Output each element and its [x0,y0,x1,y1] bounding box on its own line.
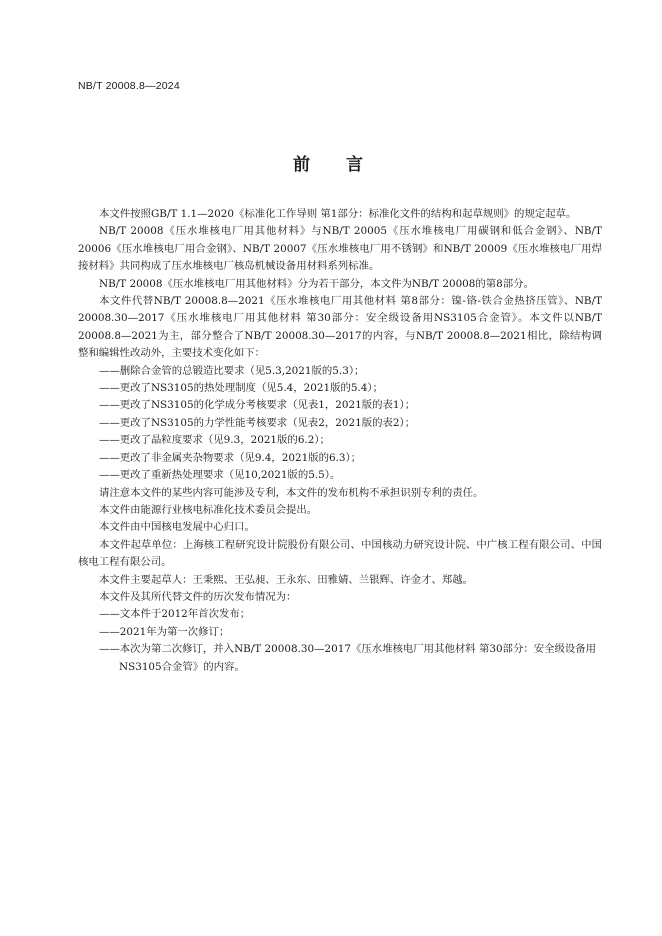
change-item: ——更改了NS3105的力学性能考核要求（见表2，2021版的表2）； [99,416,416,429]
change-item: ——更改了晶粒度要求（见9.3，2021版的6.2）； [99,434,330,447]
paragraph-drafting-rules: 本文件按照GB/T 1.1—2020《标准化工作导则 第1部分：标准化文件的结构和起草规则》的规定起草。 [99,208,577,220]
change-item: ——更改了NS3105的热处理制度（见5.4，2021版的5.4）； [99,382,383,395]
change-item: ——更改了NS3105的化学成分考核要求（见表1，2021版的表1）； [99,399,416,412]
change-item: ——删除合金管的总锻造比要求（见5.3,2021版的5.3）； [99,364,365,377]
document-body [78,206,602,676]
paragraph-series-standards: NB/T 20008《压水堆核电厂用其他材料》与NB/T 20005《压水堆核电厂用碳钢和低合金钢》、NB/T 20006《压水堆核电厂用合金钢》、NB/T 20007《压水堆核电厂用不锈钢》和NB/T 20009《压水堆核电厂用焊接材料》共同构成了压水堆核电厂核岛机械设备用材料系列标准。 [78,225,602,273]
page-title: 前言 [293,155,399,175]
standard-code: NB/T 20008.8—2024 [78,80,180,92]
centralized-notice: 本文件由中国核电发展中心归口。 [99,521,255,534]
patent-notice: 请注意本文件的某些内容可能涉及专利，本文件的发布机构不承担识别专利的责任。 [99,486,484,499]
change-item: ——更改了重新热处理要求（见10,2021版的5.5）。 [99,469,341,482]
history-intro: 本文件及其所代替文件的历次发布情况为： [99,590,297,603]
history-item: ——本次为第二次修订，并入NB/T 20008.30—2017《压水堆核电厂用其他材料 第30部分：安全级设备用NS3105合金管》的内容。 [99,643,597,673]
drafters: 本文件主要起草人：王秉熙、王弘昶、王永东、田雅婧、兰银辉、许金才、郑越。 [99,573,474,586]
history-item: ——2021年为第一次修订； [99,625,230,638]
paragraph-part-number: NB/T 20008《压水堆核电厂用其他材料》分为若干部分，本文件为NB/T 20008的第8部分。 [99,277,534,290]
change-item: ——更改了非金属夹杂物要求（见9.4，2021版的6.3）； [99,451,362,464]
proposer-notice: 本文件由能源行业核电标准化技术委员会提出。 [99,503,318,516]
drafting-units: 本文件起草单位：上海核工程研究设计院股份有限公司、中国核动力研究设计院、中广核工程有限公司、中国核电工程有限公司。 [78,538,602,569]
history-item: ——文本件于2012年首次发布； [99,608,251,621]
paragraph-replacement: 本文件代替NB/T 20008.8—2021《压水堆核电厂用其他材料 第8部分：镍-铬-铁合金热挤压管》、NB/T 20008.30—2017《压水堆核电厂用其他材料 第30部分：安全级设备用NS3105合金管》。本文件以NB/T 20008.8—2021为主，部分整合了NB/T 20008.30—2017的内容，与NB/T 20008.8—2021相比，除结构调整和编辑性改动外，主要技术变化如下： [78,295,602,360]
